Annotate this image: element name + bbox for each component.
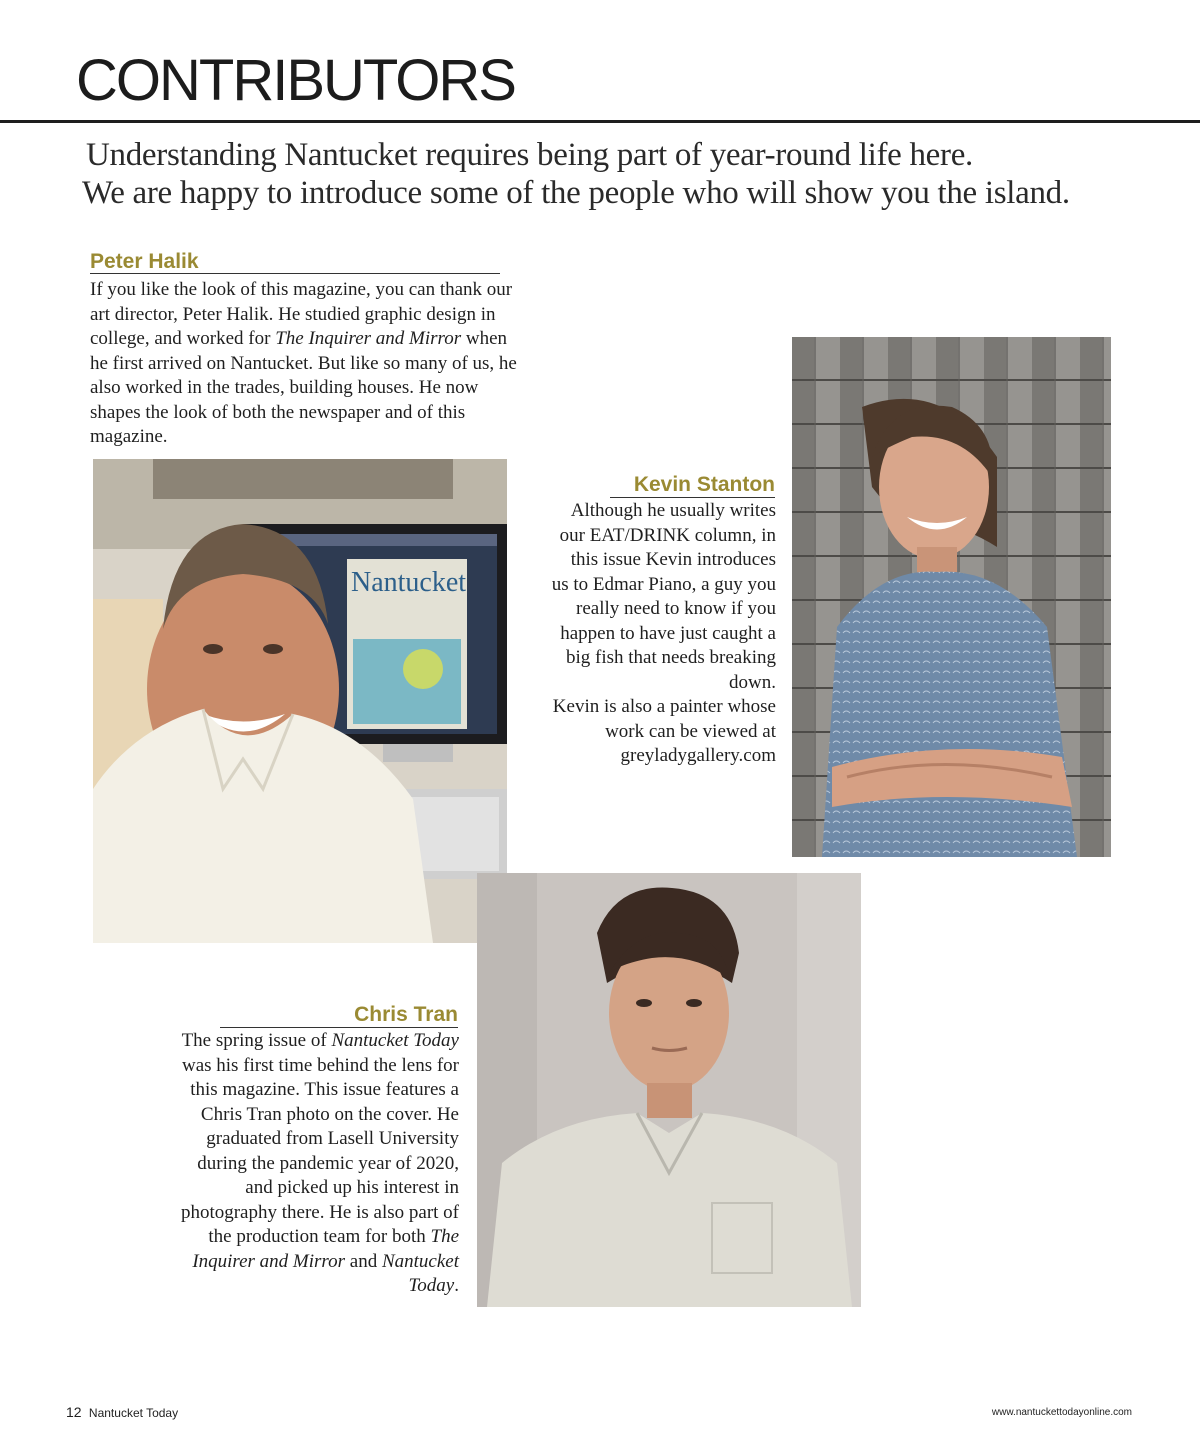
title-divider: [0, 120, 1200, 123]
bio-paragraph: Kevin is also a painter whose work can be viewed at greyladygallery.com: [552, 696, 776, 766]
contributor-name-kevin-stanton: Kevin Stanton: [633, 473, 775, 496]
publication-name: Nantucket Today: [88, 1406, 179, 1420]
kevin-stanton-photo: [792, 337, 1111, 857]
bio-italic-title: The Inquirer and Mirror: [192, 1226, 459, 1272]
bio-text: when he first arrived on Nantucket. But like so many of us, he also worked in the trades, building houses. He now shapes the look of both the newspaper and of this magazine.: [90, 328, 517, 447]
name-underline: [220, 1027, 458, 1028]
page-title: CONTRIBUTORS: [76, 48, 515, 113]
name-underline: [610, 497, 775, 498]
footer-left: [66, 1404, 178, 1420]
bio-italic-title: The Inquirer and Mirror: [275, 328, 462, 349]
peter-halik-photo: [93, 459, 507, 943]
bio-text: The spring issue of: [181, 1030, 332, 1051]
intro-line-2: We are happy to introduce some of the people who will show you the island.: [82, 175, 1070, 211]
page-number: 12: [66, 1404, 82, 1420]
screen-magazine-title: Nantucket: [351, 567, 467, 598]
contributor-name-peter-halik: Peter Halik: [90, 250, 199, 273]
contributor-bio-peter-halik: [90, 278, 520, 450]
bio-text: and: [345, 1250, 382, 1272]
intro-text: [82, 136, 1162, 212]
bio-text: .: [454, 1275, 459, 1296]
bio-text: If you like the look of this magazine, you can thank our art director, Peter Halik. He studied graphic design in college, and worked for: [90, 279, 513, 349]
footer-website: www.nantuckettodayonline.com: [991, 1407, 1132, 1418]
contributor-bio-chris-tran: [180, 1029, 459, 1299]
bio-italic-title: Nantucket Today: [381, 1250, 459, 1296]
name-underline: [90, 273, 500, 274]
bio-italic-title: Nantucket Today: [331, 1030, 459, 1051]
bio-text: was his first time behind the lens for this magazine. This issue features a Chris Tran photo on the cover. He graduated from Lasell University during the pandemic year of 2020, and picked up his interest in photography there. He is also part of the production team for both: [180, 1054, 459, 1247]
contributor-bio-kevin-stanton: [550, 499, 776, 769]
bio-paragraph: Although he usually writes our EAT/DRINK column, in this issue Kevin introduces us to Edmar Piano, a guy you really need to know if you happen to have just caught a big fish that needs breaking down.: [551, 500, 776, 693]
contributor-name-chris-tran: Chris Tran: [354, 1003, 458, 1026]
intro-line-1: Understanding Nantucket requires being part of year-round life here.: [86, 137, 974, 173]
chris-tran-photo: [477, 873, 861, 1307]
